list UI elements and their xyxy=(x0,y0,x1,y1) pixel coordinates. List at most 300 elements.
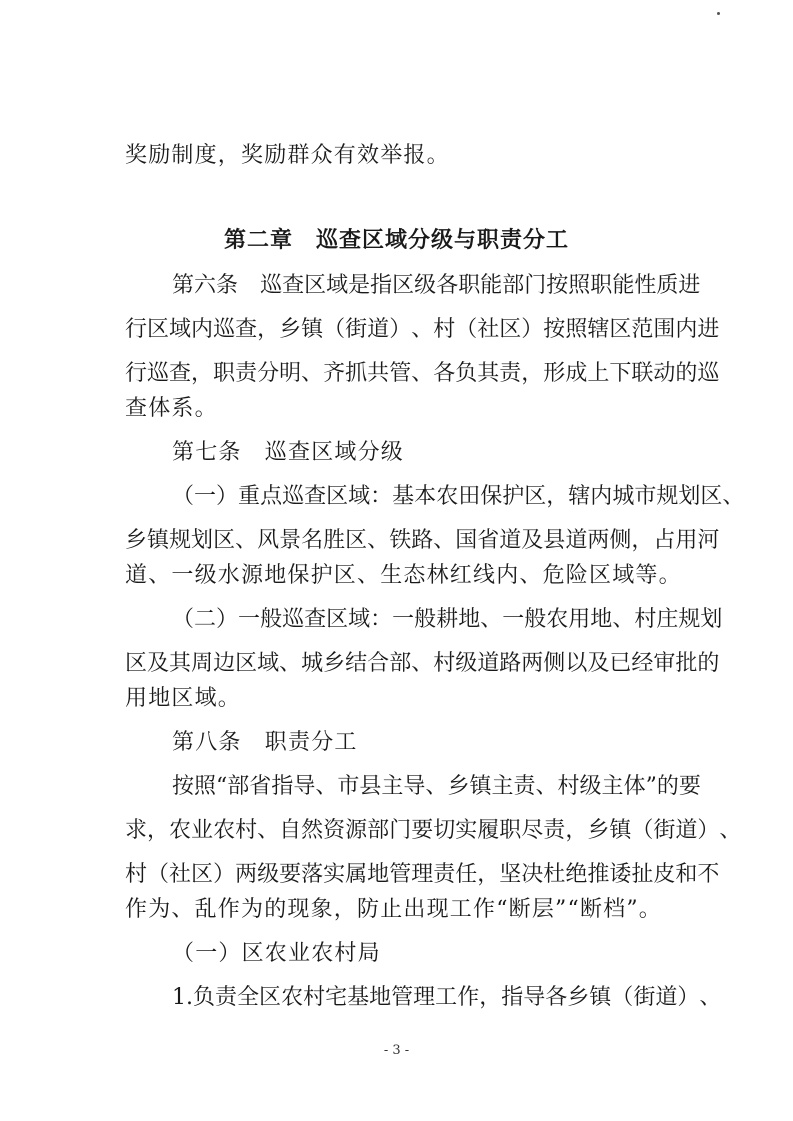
glyph: 县 xyxy=(543,528,566,553)
glyph: 门 xyxy=(389,818,412,843)
glyph: 职 xyxy=(213,361,236,386)
glyph: 区 xyxy=(700,484,723,509)
glyph: 区 xyxy=(235,651,258,676)
glyph: 上 xyxy=(587,361,610,386)
glyph: 各 xyxy=(545,985,568,1010)
body-line-2 xyxy=(172,273,701,299)
glyph: 区 xyxy=(125,651,148,676)
glyph: 划 xyxy=(191,528,214,553)
glyph: 进 xyxy=(678,273,701,298)
glyph: 质 xyxy=(656,273,679,298)
glyph: 全 xyxy=(237,985,260,1010)
glyph: 地 xyxy=(369,985,392,1010)
glyph: 围 xyxy=(653,317,676,342)
article-8-heading: 第八条 职责分工 xyxy=(172,730,358,755)
body-line-10 xyxy=(172,607,723,633)
glyph: 责 xyxy=(235,361,258,386)
glyph: 风 xyxy=(257,528,280,553)
glyph: ） xyxy=(697,818,720,843)
glyph: 街 xyxy=(653,818,676,843)
glyph: （ xyxy=(172,607,195,632)
glyph: 落 xyxy=(301,862,324,887)
glyph: 镇 xyxy=(147,528,170,553)
glyph: ， xyxy=(565,818,588,843)
glyph: 合 xyxy=(367,651,390,676)
glyph: 负 xyxy=(193,985,216,1010)
glyph: 自 xyxy=(279,818,302,843)
glyph: 乡 xyxy=(587,818,610,843)
glyph: 、 xyxy=(367,528,390,553)
glyph: 导 xyxy=(293,774,316,799)
glyph: 查 xyxy=(304,607,327,632)
glyph: 要 xyxy=(678,774,701,799)
glyph: 作 xyxy=(457,985,480,1010)
glyph: 负 xyxy=(455,361,478,386)
glyph: 巡 xyxy=(260,273,283,298)
glyph: 般 xyxy=(260,607,283,632)
glyph: 区 xyxy=(345,528,368,553)
glyph: 查 xyxy=(169,361,192,386)
glyph: 条 xyxy=(216,273,239,298)
glyph: 社 xyxy=(477,317,500,342)
glyph: 内 xyxy=(191,317,214,342)
glyph: 道 xyxy=(367,317,390,342)
glyph: 侧 xyxy=(609,528,632,553)
glyph: 实 xyxy=(455,818,478,843)
glyph: 重 xyxy=(238,484,261,509)
body-line-11 xyxy=(125,651,720,677)
glyph: 查 xyxy=(282,273,305,298)
glyph: 属 xyxy=(345,862,368,887)
glyph: 工 xyxy=(435,985,458,1010)
glyph: 形 xyxy=(543,361,566,386)
glyph: 、 xyxy=(279,651,302,676)
glyph: 理 xyxy=(411,862,434,887)
body-line-15 xyxy=(125,818,742,844)
glyph: 乡 xyxy=(125,528,148,553)
glyph: 农 xyxy=(213,818,236,843)
glyph: ） xyxy=(213,862,236,887)
glyph: ， xyxy=(147,818,170,843)
glyph: 主 xyxy=(491,774,514,799)
glyph: 村 xyxy=(235,818,258,843)
glyph: 巡 xyxy=(282,607,305,632)
glyph: 部 xyxy=(367,818,390,843)
glyph: 推 xyxy=(587,862,610,887)
glyph: 县 xyxy=(359,774,382,799)
glyph: 农 xyxy=(281,985,304,1010)
glyph: 区 xyxy=(147,317,170,342)
glyph: 行 xyxy=(125,361,148,386)
glyph: 和 xyxy=(675,862,698,887)
glyph: 道 xyxy=(675,818,698,843)
glyph: “ xyxy=(216,774,228,799)
glyph: 域 xyxy=(348,484,371,509)
glyph: 审 xyxy=(653,651,676,676)
glyph: 铁 xyxy=(389,528,412,553)
glyph: 主 xyxy=(601,774,624,799)
glyph: 责 xyxy=(215,985,238,1010)
glyph: 区 xyxy=(304,273,327,298)
glyph: 区 xyxy=(392,273,415,298)
glyph: （ xyxy=(323,317,346,342)
glyph: 道 xyxy=(565,528,588,553)
glyph: ） xyxy=(677,985,700,1010)
glyph: 辖 xyxy=(587,317,610,342)
glyph: 划 xyxy=(678,484,701,509)
glyph: 用 xyxy=(675,528,698,553)
glyph: 、 xyxy=(425,774,448,799)
glyph: 明 xyxy=(279,361,302,386)
glyph: 边 xyxy=(213,651,236,676)
glyph: 道 xyxy=(499,528,522,553)
glyph: ， xyxy=(479,985,502,1010)
glyph xyxy=(238,273,260,299)
glyph: 绝 xyxy=(565,862,588,887)
glyph: 用 xyxy=(568,607,591,632)
glyph: 抓 xyxy=(345,361,368,386)
glyph: 、 xyxy=(719,818,742,843)
glyph: 性 xyxy=(634,273,657,298)
glyph: 镇 xyxy=(589,985,612,1010)
glyph: 辖 xyxy=(568,484,591,509)
glyph: 坚 xyxy=(499,862,522,887)
glyph: 巡 xyxy=(147,361,170,386)
glyph: 皮 xyxy=(653,862,676,887)
glyph: 街 xyxy=(345,317,368,342)
glyph: 道 xyxy=(655,985,678,1010)
glyph: 管 xyxy=(391,985,414,1010)
glyph: ） xyxy=(216,607,239,632)
glyph: 周 xyxy=(191,651,214,676)
glyph: 能 xyxy=(612,273,635,298)
glyph: 规 xyxy=(169,528,192,553)
chapter-heading: 第二章 巡查区域分级与职责分工 xyxy=(223,228,569,253)
glyph: 一 xyxy=(238,607,261,632)
glyph: 庄 xyxy=(656,607,679,632)
glyph: 以 xyxy=(565,651,588,676)
glyph: 两 xyxy=(235,862,258,887)
glyph: 名 xyxy=(301,528,324,553)
glyph: 地 xyxy=(590,607,613,632)
glyph: 域 xyxy=(326,273,349,298)
glyph: 占 xyxy=(653,528,676,553)
glyph: 指 xyxy=(271,774,294,799)
glyph: 市 xyxy=(337,774,360,799)
glyph: 职 xyxy=(590,273,613,298)
glyph: 、 xyxy=(301,361,324,386)
scan-mark xyxy=(717,12,720,15)
glyph: 其 xyxy=(477,361,500,386)
glyph: 地 xyxy=(367,862,390,887)
glyph: 级 xyxy=(414,273,437,298)
glyph: 职 xyxy=(458,273,481,298)
glyph: （ xyxy=(455,317,478,342)
glyph: 是 xyxy=(348,273,371,298)
glyph: 保 xyxy=(480,484,503,509)
glyph: 、 xyxy=(535,774,558,799)
glyph: ， xyxy=(191,361,214,386)
glyph: 要 xyxy=(411,818,434,843)
glyph: 国 xyxy=(455,528,478,553)
glyph: 区 xyxy=(499,317,522,342)
glyph: ： xyxy=(370,607,393,632)
glyph: ， xyxy=(257,317,280,342)
glyph: 街 xyxy=(633,985,656,1010)
glyph: 部 xyxy=(502,273,525,298)
glyph: 、 xyxy=(480,607,503,632)
glyph: （ xyxy=(631,818,654,843)
glyph: 联 xyxy=(631,361,654,386)
glyph: 职 xyxy=(499,818,522,843)
glyph: 省 xyxy=(477,528,500,553)
glyph: 基 xyxy=(347,985,370,1010)
glyph: ， xyxy=(521,361,544,386)
glyph: （ xyxy=(611,985,634,1010)
body-line-9: 道、一级水源地保护区、生态林红线内、危险区域等。 xyxy=(125,563,682,588)
glyph: 及 xyxy=(587,651,610,676)
body-line-19 xyxy=(172,985,722,1011)
glyph: 耕 xyxy=(436,607,459,632)
glyph: 村 xyxy=(433,651,456,676)
glyph: 主 xyxy=(381,774,404,799)
glyph: 规 xyxy=(678,607,701,632)
glyph: 1 xyxy=(172,985,186,1010)
glyph: 的 xyxy=(675,361,698,386)
glyph: 区 xyxy=(326,484,349,509)
glyph: 一 xyxy=(392,607,415,632)
glyph: 照 xyxy=(194,774,217,799)
glyph: ” xyxy=(645,774,657,799)
glyph: 、 xyxy=(315,774,338,799)
body-line-17: 作为、乱作为的现象，防止出现工作“断层”“断档”。 xyxy=(125,897,662,922)
glyph: 指 xyxy=(370,273,393,298)
glyph: 决 xyxy=(521,862,544,887)
glyph: 其 xyxy=(169,651,192,676)
glyph: 、 xyxy=(433,528,456,553)
glyph: 管 xyxy=(389,361,412,386)
glyph: 村 xyxy=(634,607,657,632)
glyph: （ xyxy=(147,862,170,887)
glyph: 诿 xyxy=(609,862,632,887)
glyph: 一 xyxy=(502,607,525,632)
glyph: 级 xyxy=(257,862,280,887)
glyph: 各 xyxy=(436,273,459,298)
glyph: 六 xyxy=(194,273,217,298)
glyph: 责 xyxy=(433,862,456,887)
glyph: 乡 xyxy=(323,651,346,676)
glyph: 般 xyxy=(524,607,547,632)
glyph: 齐 xyxy=(323,361,346,386)
body-line-12: 用地区域。 xyxy=(125,686,242,711)
glyph: 要 xyxy=(279,862,302,887)
glyph: 行 xyxy=(125,317,148,342)
glyph: 杜 xyxy=(543,862,566,887)
glyph: 城 xyxy=(612,484,635,509)
glyph: 、 xyxy=(257,818,280,843)
glyph: 乡 xyxy=(567,985,590,1010)
glyph: 已 xyxy=(609,651,632,676)
glyph: 批 xyxy=(675,651,698,676)
glyph: 镇 xyxy=(469,774,492,799)
body-line-16 xyxy=(125,862,720,888)
glyph: 城 xyxy=(301,651,324,676)
glyph: 、 xyxy=(699,985,722,1010)
glyph: 照 xyxy=(565,317,588,342)
glyph: 道 xyxy=(477,651,500,676)
glyph: 部 xyxy=(389,651,412,676)
glyph: 乡 xyxy=(279,317,302,342)
glyph: ） xyxy=(521,317,544,342)
glyph: ） xyxy=(216,484,239,509)
page-number: - 3 - xyxy=(383,1043,410,1058)
glyph: 业 xyxy=(191,818,214,843)
glyph: 范 xyxy=(631,317,654,342)
glyph: 按 xyxy=(172,774,195,799)
glyph: 切 xyxy=(433,818,456,843)
glyph: 能 xyxy=(480,273,503,298)
glyph: 河 xyxy=(697,528,720,553)
glyph: 农 xyxy=(546,607,569,632)
glyph: 、 xyxy=(612,607,635,632)
glyph: 巡 xyxy=(282,484,305,509)
glyph: 规 xyxy=(656,484,679,509)
glyph: 村 xyxy=(125,862,148,887)
article-7-heading: 第七条 巡查区域分级 xyxy=(172,440,405,465)
body-line-5: 查体系。 xyxy=(125,396,218,421)
glyph: 不 xyxy=(697,862,720,887)
glyph: 区 xyxy=(191,862,214,887)
glyph: 分 xyxy=(257,361,280,386)
glyph: 侧 xyxy=(543,651,566,676)
glyph: 村 xyxy=(557,774,580,799)
glyph: 区 xyxy=(609,317,632,342)
glyph: 责 xyxy=(513,774,536,799)
glyph: 省 xyxy=(249,774,272,799)
glyph: ： xyxy=(370,484,393,509)
glyph: 尽 xyxy=(521,818,544,843)
body-line-1: 奖励制度，奖励群众有效举报。 xyxy=(125,143,450,168)
glyph: 田 xyxy=(458,484,481,509)
glyph: 区 xyxy=(326,607,349,632)
glyph: 求 xyxy=(125,818,148,843)
glyph: 市 xyxy=(634,484,657,509)
glyph: 内 xyxy=(675,317,698,342)
glyph: 镇 xyxy=(609,818,632,843)
glyph: 域 xyxy=(169,317,192,342)
body-line-14 xyxy=(172,774,701,800)
glyph: 区 xyxy=(259,985,282,1010)
glyph: 实 xyxy=(323,862,346,887)
glyph: 域 xyxy=(257,651,280,676)
glyph: 资 xyxy=(323,818,346,843)
glyph: 路 xyxy=(411,528,434,553)
glyph: 然 xyxy=(301,818,324,843)
glyph: （ xyxy=(172,484,195,509)
glyph: 扯 xyxy=(631,862,654,887)
glyph: 般 xyxy=(414,607,437,632)
body-line-3 xyxy=(125,317,720,343)
glyph: 责 xyxy=(499,361,522,386)
glyph: ， xyxy=(477,862,500,887)
glyph: 农 xyxy=(436,484,459,509)
glyph: 查 xyxy=(304,484,327,509)
glyph: 查 xyxy=(235,317,258,342)
glyph: 导 xyxy=(403,774,426,799)
glyph: 景 xyxy=(279,528,302,553)
glyph: 第 xyxy=(172,273,195,298)
glyph: ， xyxy=(546,484,569,509)
glyph: 导 xyxy=(523,985,546,1010)
glyph: 部 xyxy=(227,774,250,799)
glyph: 两 xyxy=(587,528,610,553)
glyph: 路 xyxy=(499,651,522,676)
glyph: 照 xyxy=(568,273,591,298)
glyph: 、 xyxy=(235,528,258,553)
glyph: 的 xyxy=(656,774,679,799)
glyph: 、 xyxy=(411,361,434,386)
glyph: 各 xyxy=(433,361,456,386)
glyph: 村 xyxy=(303,985,326,1010)
glyph: 一 xyxy=(194,484,217,509)
glyph: 责 xyxy=(543,818,566,843)
glyph: 的 xyxy=(697,651,720,676)
glyph: 指 xyxy=(501,985,524,1010)
glyph: 按 xyxy=(543,317,566,342)
glyph: 巡 xyxy=(697,361,720,386)
glyph: 、 xyxy=(411,651,434,676)
glyph: ， xyxy=(631,528,654,553)
glyph: 任 xyxy=(455,862,478,887)
glyph: 理 xyxy=(413,985,436,1010)
glyph: 社 xyxy=(169,862,192,887)
glyph: 管 xyxy=(389,862,412,887)
glyph: 基 xyxy=(392,484,415,509)
glyph: 门 xyxy=(524,273,547,298)
glyph: 及 xyxy=(147,651,170,676)
glyph: 镇 xyxy=(301,317,324,342)
glyph: 农 xyxy=(169,818,192,843)
glyph: 划 xyxy=(700,607,723,632)
section-heading-1: （一）区农业农村局 xyxy=(172,941,381,966)
glyph: 内 xyxy=(590,484,613,509)
glyph: 宅 xyxy=(325,985,348,1010)
glyph: 区 xyxy=(213,528,236,553)
glyph: 域 xyxy=(348,607,371,632)
glyph: . xyxy=(186,985,193,1010)
glyph: 村 xyxy=(433,317,456,342)
glyph: 、 xyxy=(722,484,745,509)
glyph: 、 xyxy=(411,317,434,342)
glyph: 点 xyxy=(260,484,283,509)
glyph: 本 xyxy=(414,484,437,509)
glyph: 区 xyxy=(524,484,547,509)
body-line-7 xyxy=(172,484,745,510)
glyph: 共 xyxy=(367,361,390,386)
glyph: 乡 xyxy=(447,774,470,799)
glyph: 巡 xyxy=(213,317,236,342)
glyph: 二 xyxy=(194,607,217,632)
glyph: 源 xyxy=(345,818,368,843)
glyph: 按 xyxy=(546,273,569,298)
glyph: 级 xyxy=(579,774,602,799)
glyph: 胜 xyxy=(323,528,346,553)
glyph: 履 xyxy=(477,818,500,843)
glyph: 及 xyxy=(521,528,544,553)
glyph: 动 xyxy=(653,361,676,386)
glyph: 地 xyxy=(458,607,481,632)
glyph: 两 xyxy=(521,651,544,676)
